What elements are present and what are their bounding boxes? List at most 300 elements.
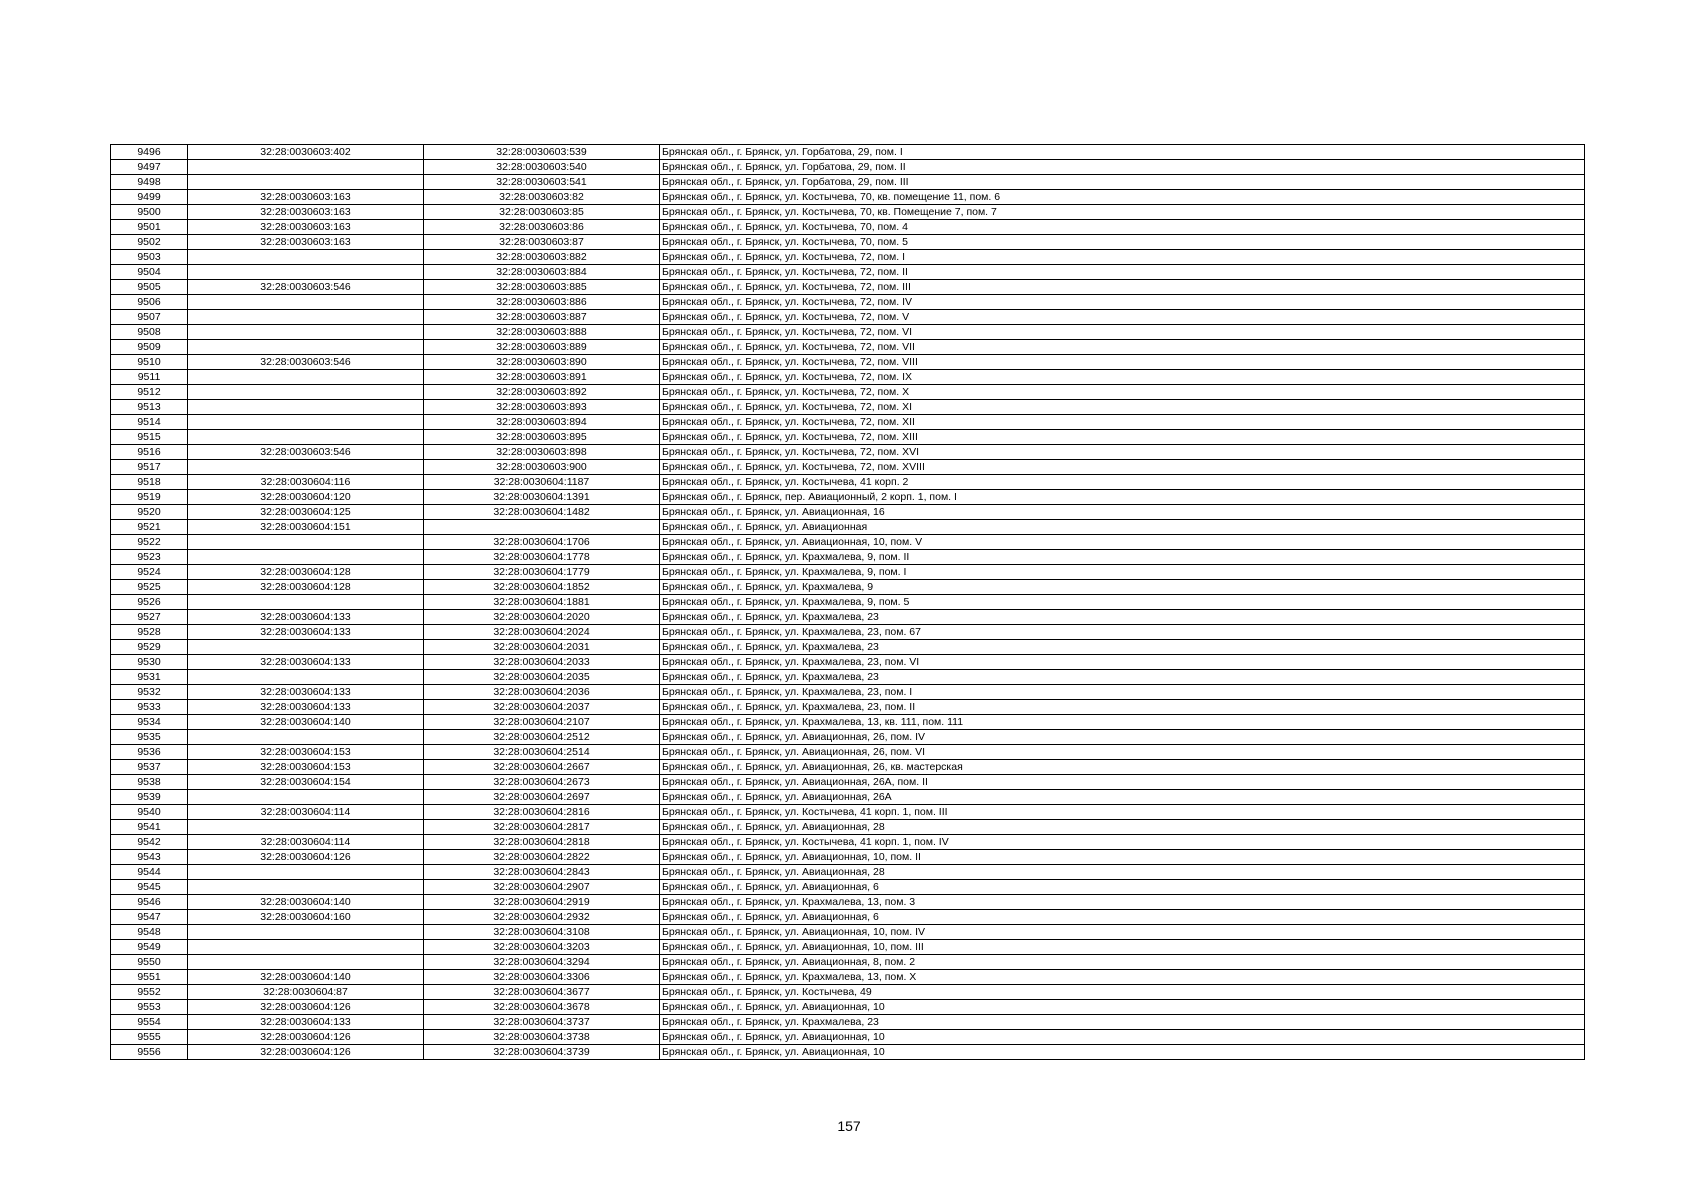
object-cadastral-number-cell: 32:28:0030604:2907 (424, 880, 660, 895)
object-cadastral-number-cell: 32:28:0030604:3739 (424, 1045, 660, 1060)
row-number-cell: 9526 (111, 595, 188, 610)
object-cadastral-number-cell: 32:28:0030603:885 (424, 280, 660, 295)
parcel-cadastral-number-cell: 32:28:0030604:133 (188, 685, 424, 700)
parcel-cadastral-number-cell (188, 325, 424, 340)
object-cadastral-number-cell: 32:28:0030604:2107 (424, 715, 660, 730)
address-cell: Брянская обл., г. Брянск, ул. Авиационная, 10, пом. III (660, 940, 1585, 955)
row-number-cell: 9544 (111, 865, 188, 880)
row-number-cell: 9512 (111, 385, 188, 400)
parcel-cadastral-number-cell: 32:28:0030603:402 (188, 145, 424, 160)
table-row (111, 280, 1585, 295)
address-cell: Брянская обл., г. Брянск, ул. Авиационная, 10 (660, 1000, 1585, 1015)
table-row (111, 415, 1585, 430)
object-cadastral-number-cell: 32:28:0030604:3677 (424, 985, 660, 1000)
table-row (111, 250, 1585, 265)
object-cadastral-number-cell: 32:28:0030604:2822 (424, 850, 660, 865)
parcel-cadastral-number-cell: 32:28:0030604:133 (188, 700, 424, 715)
parcel-cadastral-number-cell: 32:28:0030603:546 (188, 445, 424, 460)
object-cadastral-number-cell: 32:28:0030603:87 (424, 235, 660, 250)
table-row (111, 1015, 1585, 1030)
registry-table-body (111, 145, 1585, 1060)
table-row (111, 535, 1585, 550)
object-cadastral-number-cell: 32:28:0030603:889 (424, 340, 660, 355)
object-cadastral-number-cell: 32:28:0030604:3203 (424, 940, 660, 955)
address-cell: Брянская обл., г. Брянск, ул. Костычева, 72, пом. XVI (660, 445, 1585, 460)
address-cell: Брянская обл., г. Брянск, ул. Авиационная, 8, пом. 2 (660, 955, 1585, 970)
parcel-cadastral-number-cell: 32:28:0030604:125 (188, 505, 424, 520)
object-cadastral-number-cell: 32:28:0030604:2512 (424, 730, 660, 745)
address-cell: Брянская обл., г. Брянск, ул. Авиационная (660, 520, 1585, 535)
object-cadastral-number-cell: 32:28:0030603:884 (424, 265, 660, 280)
parcel-cadastral-number-cell: 32:28:0030604:133 (188, 625, 424, 640)
parcel-cadastral-number-cell (188, 955, 424, 970)
row-number-cell: 9519 (111, 490, 188, 505)
address-cell: Брянская обл., г. Брянск, ул. Крахмалева, 9, пом. I (660, 565, 1585, 580)
table-row (111, 820, 1585, 835)
object-cadastral-number-cell: 32:28:0030604:2818 (424, 835, 660, 850)
parcel-cadastral-number-cell (188, 385, 424, 400)
row-number-cell: 9508 (111, 325, 188, 340)
object-cadastral-number-cell: 32:28:0030604:2035 (424, 670, 660, 685)
parcel-cadastral-number-cell: 32:28:0030604:126 (188, 1000, 424, 1015)
parcel-cadastral-number-cell (188, 310, 424, 325)
row-number-cell: 9551 (111, 970, 188, 985)
address-cell: Брянская обл., г. Брянск, ул. Авиационная, 26А (660, 790, 1585, 805)
address-cell: Брянская обл., г. Брянск, ул. Костычева, 72, пом. XIII (660, 430, 1585, 445)
row-number-cell: 9525 (111, 580, 188, 595)
address-cell: Брянская обл., г. Брянск, ул. Костычева, 72, пом. XI (660, 400, 1585, 415)
parcel-cadastral-number-cell: 32:28:0030603:163 (188, 220, 424, 235)
object-cadastral-number-cell: 32:28:0030604:1391 (424, 490, 660, 505)
table-row (111, 580, 1585, 595)
row-number-cell: 9496 (111, 145, 188, 160)
table-row (111, 685, 1585, 700)
object-cadastral-number-cell: 32:28:0030604:1778 (424, 550, 660, 565)
table-row (111, 505, 1585, 520)
row-number-cell: 9553 (111, 1000, 188, 1015)
object-cadastral-number-cell: 32:28:0030604:2036 (424, 685, 660, 700)
address-cell: Брянская обл., г. Брянск, ул. Авиационная, 10, пом. IV (660, 925, 1585, 940)
row-number-cell: 9522 (111, 535, 188, 550)
address-cell: Брянская обл., г. Брянск, ул. Авиационная, 26, пом. IV (660, 730, 1585, 745)
object-cadastral-number-cell: 32:28:0030604:2033 (424, 655, 660, 670)
table-row (111, 625, 1585, 640)
parcel-cadastral-number-cell: 32:28:0030604:153 (188, 745, 424, 760)
row-number-cell: 9547 (111, 910, 188, 925)
address-cell: Брянская обл., г. Брянск, ул. Костычева, 72, пом. III (660, 280, 1585, 295)
object-cadastral-number-cell: 32:28:0030604:1881 (424, 595, 660, 610)
parcel-cadastral-number-cell: 32:28:0030604:153 (188, 760, 424, 775)
address-cell: Брянская обл., г. Брянск, ул. Костычева, 70, пом. 5 (660, 235, 1585, 250)
object-cadastral-number-cell: 32:28:0030603:898 (424, 445, 660, 460)
object-cadastral-number-cell: 32:28:0030604:2697 (424, 790, 660, 805)
row-number-cell: 9497 (111, 160, 188, 175)
table-row (111, 370, 1585, 385)
parcel-cadastral-number-cell: 32:28:0030603:546 (188, 355, 424, 370)
parcel-cadastral-number-cell: 32:28:0030604:140 (188, 970, 424, 985)
parcel-cadastral-number-cell: 32:28:0030604:128 (188, 565, 424, 580)
object-cadastral-number-cell: 32:28:0030603:86 (424, 220, 660, 235)
object-cadastral-number-cell: 32:28:0030604:2031 (424, 640, 660, 655)
table-row (111, 595, 1585, 610)
table-row (111, 1030, 1585, 1045)
object-cadastral-number-cell: 32:28:0030603:887 (424, 310, 660, 325)
object-cadastral-number-cell: 32:28:0030604:3306 (424, 970, 660, 985)
parcel-cadastral-number-cell: 32:28:0030604:154 (188, 775, 424, 790)
row-number-cell: 9506 (111, 295, 188, 310)
object-cadastral-number-cell: 32:28:0030603:82 (424, 190, 660, 205)
parcel-cadastral-number-cell: 32:28:0030604:133 (188, 655, 424, 670)
table-row (111, 265, 1585, 280)
row-number-cell: 9530 (111, 655, 188, 670)
row-number-cell: 9534 (111, 715, 188, 730)
row-number-cell: 9539 (111, 790, 188, 805)
table-row (111, 745, 1585, 760)
object-cadastral-number-cell: 32:28:0030604:2816 (424, 805, 660, 820)
object-cadastral-number-cell: 32:28:0030604:2919 (424, 895, 660, 910)
object-cadastral-number-cell: 32:28:0030604:2024 (424, 625, 660, 640)
object-cadastral-number-cell: 32:28:0030604:2667 (424, 760, 660, 775)
parcel-cadastral-number-cell: 32:28:0030604:126 (188, 850, 424, 865)
address-cell: Брянская обл., г. Брянск, ул. Горбатова, 29, пом. III (660, 175, 1585, 190)
table-row (111, 205, 1585, 220)
object-cadastral-number-cell: 32:28:0030604:3678 (424, 1000, 660, 1015)
table-row (111, 295, 1585, 310)
object-cadastral-number-cell: 32:28:0030603:540 (424, 160, 660, 175)
address-cell: Брянская обл., г. Брянск, ул. Авиационная, 26А, пом. II (660, 775, 1585, 790)
object-cadastral-number-cell: 32:28:0030604:2037 (424, 700, 660, 715)
parcel-cadastral-number-cell: 32:28:0030604:133 (188, 1015, 424, 1030)
row-number-cell: 9550 (111, 955, 188, 970)
parcel-cadastral-number-cell (188, 460, 424, 475)
parcel-cadastral-number-cell (188, 415, 424, 430)
table-row (111, 1045, 1585, 1060)
row-number-cell: 9538 (111, 775, 188, 790)
table-row (111, 310, 1585, 325)
address-cell: Брянская обл., г. Брянск, ул. Костычева, 72, пом. IV (660, 295, 1585, 310)
parcel-cadastral-number-cell: 32:28:0030604:116 (188, 475, 424, 490)
address-cell: Брянская обл., г. Брянск, ул. Крахмалева, 9, пом. 5 (660, 595, 1585, 610)
row-number-cell: 9531 (111, 670, 188, 685)
row-number-cell: 9542 (111, 835, 188, 850)
address-cell: Брянская обл., г. Брянск, ул. Крахмалева, 23 (660, 670, 1585, 685)
parcel-cadastral-number-cell: 32:28:0030604:126 (188, 1045, 424, 1060)
table-row (111, 670, 1585, 685)
address-cell: Брянская обл., г. Брянск, ул. Костычева, 72, пом. VIII (660, 355, 1585, 370)
table-row (111, 895, 1585, 910)
object-cadastral-number-cell: 32:28:0030603:888 (424, 325, 660, 340)
parcel-cadastral-number-cell: 32:28:0030603:546 (188, 280, 424, 295)
row-number-cell: 9524 (111, 565, 188, 580)
row-number-cell: 9528 (111, 625, 188, 640)
address-cell: Брянская обл., г. Брянск, ул. Авиационная, 6 (660, 880, 1585, 895)
row-number-cell: 9533 (111, 700, 188, 715)
table-row (111, 610, 1585, 625)
parcel-cadastral-number-cell (188, 865, 424, 880)
address-cell: Брянская обл., г. Брянск, ул. Горбатова, 29, пом. I (660, 145, 1585, 160)
address-cell: Брянская обл., г. Брянск, ул. Авиационная, 10, пом. II (660, 850, 1585, 865)
parcel-cadastral-number-cell (188, 295, 424, 310)
parcel-cadastral-number-cell (188, 925, 424, 940)
object-cadastral-number-cell: 32:28:0030604:2514 (424, 745, 660, 760)
row-number-cell: 9501 (111, 220, 188, 235)
address-cell: Брянская обл., г. Брянск, ул. Костычева, 72, пом. VI (660, 325, 1585, 340)
page-number: 157 (837, 1118, 861, 1134)
parcel-cadastral-number-cell: 32:28:0030604:140 (188, 715, 424, 730)
parcel-cadastral-number-cell (188, 550, 424, 565)
row-number-cell: 9500 (111, 205, 188, 220)
address-cell: Брянская обл., г. Брянск, ул. Крахмалева, 13, пом. 3 (660, 895, 1585, 910)
object-cadastral-number-cell (424, 520, 660, 535)
row-number-cell: 9535 (111, 730, 188, 745)
address-cell: Брянская обл., г. Брянск, ул. Крахмалева, 23, пом. 67 (660, 625, 1585, 640)
object-cadastral-number-cell: 32:28:0030604:1706 (424, 535, 660, 550)
row-number-cell: 9504 (111, 265, 188, 280)
table-row (111, 790, 1585, 805)
address-cell: Брянская обл., г. Брянск, ул. Крахмалева, 13, пом. X (660, 970, 1585, 985)
address-cell: Брянская обл., г. Брянск, ул. Костычева, 72, пом. I (660, 250, 1585, 265)
row-number-cell: 9517 (111, 460, 188, 475)
row-number-cell: 9520 (111, 505, 188, 520)
table-row (111, 385, 1585, 400)
row-number-cell: 9532 (111, 685, 188, 700)
row-number-cell: 9498 (111, 175, 188, 190)
table-row (111, 805, 1585, 820)
row-number-cell: 9523 (111, 550, 188, 565)
address-cell: Брянская обл., г. Брянск, ул. Крахмалева, 23, пом. I (660, 685, 1585, 700)
parcel-cadastral-number-cell: 32:28:0030604:140 (188, 895, 424, 910)
object-cadastral-number-cell: 32:28:0030603:892 (424, 385, 660, 400)
address-cell: Брянская обл., г. Брянск, ул. Авиационная, 28 (660, 865, 1585, 880)
table-row (111, 325, 1585, 340)
table-row (111, 490, 1585, 505)
table-row (111, 655, 1585, 670)
object-cadastral-number-cell: 32:28:0030604:1852 (424, 580, 660, 595)
table-row (111, 565, 1585, 580)
row-number-cell: 9529 (111, 640, 188, 655)
table-row (111, 850, 1585, 865)
parcel-cadastral-number-cell (188, 730, 424, 745)
object-cadastral-number-cell: 32:28:0030603:894 (424, 415, 660, 430)
address-cell: Брянская обл., г. Брянск, ул. Костычева, 70, кв. Помещение 7, пом. 7 (660, 205, 1585, 220)
parcel-cadastral-number-cell: 32:28:0030604:128 (188, 580, 424, 595)
address-cell: Брянская обл., г. Брянск, ул. Костычева, 72, пом. X (660, 385, 1585, 400)
parcel-cadastral-number-cell (188, 160, 424, 175)
address-cell: Брянская обл., г. Брянск, ул. Костычева, 41 корп. 1, пом. IV (660, 835, 1585, 850)
address-cell: Брянская обл., г. Брянск, ул. Костычева, 72, пом. XVIII (660, 460, 1585, 475)
table-row (111, 910, 1585, 925)
parcel-cadastral-number-cell: 32:28:0030604:114 (188, 835, 424, 850)
table-row (111, 235, 1585, 250)
parcel-cadastral-number-cell: 32:28:0030604:160 (188, 910, 424, 925)
parcel-cadastral-number-cell: 32:28:0030604:114 (188, 805, 424, 820)
address-cell: Брянская обл., г. Брянск, ул. Авиационная, 10 (660, 1045, 1585, 1060)
address-cell: Брянская обл., г. Брянск, ул. Костычева, 72, пом. V (660, 310, 1585, 325)
row-number-cell: 9507 (111, 310, 188, 325)
address-cell: Брянская обл., г. Брянск, пер. Авиационный, 2 корп. 1, пом. I (660, 490, 1585, 505)
parcel-cadastral-number-cell (188, 265, 424, 280)
address-cell: Брянская обл., г. Брянск, ул. Костычева, 72, пом. VII (660, 340, 1585, 355)
address-cell: Брянская обл., г. Брянск, ул. Крахмалева, 23 (660, 1015, 1585, 1030)
object-cadastral-number-cell: 32:28:0030604:1187 (424, 475, 660, 490)
table-row (111, 760, 1585, 775)
address-cell: Брянская обл., г. Брянск, ул. Костычева, 70, пом. 4 (660, 220, 1585, 235)
row-number-cell: 9511 (111, 370, 188, 385)
row-number-cell: 9518 (111, 475, 188, 490)
object-cadastral-number-cell: 32:28:0030603:541 (424, 175, 660, 190)
row-number-cell: 9509 (111, 340, 188, 355)
table-row (111, 430, 1585, 445)
row-number-cell: 9552 (111, 985, 188, 1000)
object-cadastral-number-cell: 32:28:0030604:2932 (424, 910, 660, 925)
parcel-cadastral-number-cell (188, 940, 424, 955)
object-cadastral-number-cell: 32:28:0030604:2843 (424, 865, 660, 880)
address-cell: Брянская обл., г. Брянск, ул. Крахмалева, 23 (660, 640, 1585, 655)
object-cadastral-number-cell: 32:28:0030604:3108 (424, 925, 660, 940)
address-cell: Брянская обл., г. Брянск, ул. Костычева, 72, пом. IX (660, 370, 1585, 385)
object-cadastral-number-cell: 32:28:0030603:891 (424, 370, 660, 385)
parcel-cadastral-number-cell (188, 820, 424, 835)
table-row (111, 730, 1585, 745)
row-number-cell: 9541 (111, 820, 188, 835)
address-cell: Брянская обл., г. Брянск, ул. Крахмалева, 9, пом. II (660, 550, 1585, 565)
table-row (111, 460, 1585, 475)
row-number-cell: 9546 (111, 895, 188, 910)
table-row (111, 880, 1585, 895)
object-cadastral-number-cell: 32:28:0030604:2673 (424, 775, 660, 790)
table-row (111, 160, 1585, 175)
table-row (111, 355, 1585, 370)
parcel-cadastral-number-cell (188, 370, 424, 385)
row-number-cell: 9516 (111, 445, 188, 460)
parcel-cadastral-number-cell: 32:28:0030604:126 (188, 1030, 424, 1045)
address-cell: Брянская обл., г. Брянск, ул. Костычева, 72, пом. XII (660, 415, 1585, 430)
parcel-cadastral-number-cell (188, 340, 424, 355)
address-cell: Брянская обл., г. Брянск, ул. Авиационная, 28 (660, 820, 1585, 835)
object-cadastral-number-cell: 32:28:0030603:85 (424, 205, 660, 220)
address-cell: Брянская обл., г. Брянск, ул. Крахмалева, 23 (660, 610, 1585, 625)
row-number-cell: 9503 (111, 250, 188, 265)
table-row (111, 190, 1585, 205)
table-row (111, 1000, 1585, 1015)
object-cadastral-number-cell: 32:28:0030603:886 (424, 295, 660, 310)
row-number-cell: 9556 (111, 1045, 188, 1060)
table-row (111, 925, 1585, 940)
row-number-cell: 9515 (111, 430, 188, 445)
table-row (111, 145, 1585, 160)
table-row (111, 940, 1585, 955)
row-number-cell: 9545 (111, 880, 188, 895)
row-number-cell: 9527 (111, 610, 188, 625)
row-number-cell: 9540 (111, 805, 188, 820)
table-row (111, 835, 1585, 850)
row-number-cell: 9549 (111, 940, 188, 955)
object-cadastral-number-cell: 32:28:0030604:2020 (424, 610, 660, 625)
row-number-cell: 9537 (111, 760, 188, 775)
address-cell: Брянская обл., г. Брянск, ул. Авиационная, 26, кв. мастерская (660, 760, 1585, 775)
object-cadastral-number-cell: 32:28:0030604:1779 (424, 565, 660, 580)
parcel-cadastral-number-cell (188, 880, 424, 895)
object-cadastral-number-cell: 32:28:0030603:890 (424, 355, 660, 370)
address-cell: Брянская обл., г. Брянск, ул. Авиационная, 26, пом. VI (660, 745, 1585, 760)
address-cell: Брянская обл., г. Брянск, ул. Авиационная, 10, пом. V (660, 535, 1585, 550)
row-number-cell: 9505 (111, 280, 188, 295)
table-row (111, 400, 1585, 415)
address-cell: Брянская обл., г. Брянск, ул. Костычева, 41 корп. 2 (660, 475, 1585, 490)
registry-table (110, 144, 1585, 1060)
parcel-cadastral-number-cell: 32:28:0030603:163 (188, 205, 424, 220)
table-row (111, 550, 1585, 565)
table-row (111, 865, 1585, 880)
row-number-cell: 9510 (111, 355, 188, 370)
parcel-cadastral-number-cell: 32:28:0030604:133 (188, 610, 424, 625)
parcel-cadastral-number-cell: 32:28:0030604:151 (188, 520, 424, 535)
row-number-cell: 9555 (111, 1030, 188, 1045)
table-row (111, 520, 1585, 535)
table-row (111, 475, 1585, 490)
parcel-cadastral-number-cell (188, 430, 424, 445)
object-cadastral-number-cell: 32:28:0030604:3738 (424, 1030, 660, 1045)
address-cell: Брянская обл., г. Брянск, ул. Костычева, 72, пом. II (660, 265, 1585, 280)
address-cell: Брянская обл., г. Брянск, ул. Костычева, 49 (660, 985, 1585, 1000)
parcel-cadastral-number-cell (188, 595, 424, 610)
object-cadastral-number-cell: 32:28:0030603:895 (424, 430, 660, 445)
table-row (111, 640, 1585, 655)
row-number-cell: 9513 (111, 400, 188, 415)
table-row (111, 985, 1585, 1000)
parcel-cadastral-number-cell: 32:28:0030604:120 (188, 490, 424, 505)
parcel-cadastral-number-cell (188, 640, 424, 655)
object-cadastral-number-cell: 32:28:0030603:900 (424, 460, 660, 475)
table-row (111, 775, 1585, 790)
parcel-cadastral-number-cell: 32:28:0030603:163 (188, 235, 424, 250)
object-cadastral-number-cell: 32:28:0030604:1482 (424, 505, 660, 520)
address-cell: Брянская обл., г. Брянск, ул. Костычева, 70, кв. помещение 11, пом. 6 (660, 190, 1585, 205)
row-number-cell: 9548 (111, 925, 188, 940)
row-number-cell: 9514 (111, 415, 188, 430)
parcel-cadastral-number-cell (188, 670, 424, 685)
table-row (111, 445, 1585, 460)
parcel-cadastral-number-cell (188, 535, 424, 550)
parcel-cadastral-number-cell (188, 400, 424, 415)
table-row (111, 220, 1585, 235)
parcel-cadastral-number-cell (188, 175, 424, 190)
table-row (111, 175, 1585, 190)
parcel-cadastral-number-cell (188, 790, 424, 805)
table-row (111, 955, 1585, 970)
table-row (111, 700, 1585, 715)
address-cell: Брянская обл., г. Брянск, ул. Крахмалева, 23, пом. II (660, 700, 1585, 715)
table-row (111, 715, 1585, 730)
object-cadastral-number-cell: 32:28:0030604:3294 (424, 955, 660, 970)
address-cell: Брянская обл., г. Брянск, ул. Горбатова, 29, пом. II (660, 160, 1585, 175)
object-cadastral-number-cell: 32:28:0030604:3737 (424, 1015, 660, 1030)
table-row (111, 970, 1585, 985)
row-number-cell: 9521 (111, 520, 188, 535)
table-row (111, 340, 1585, 355)
address-cell: Брянская обл., г. Брянск, ул. Крахмалева, 23, пом. VI (660, 655, 1585, 670)
row-number-cell: 9499 (111, 190, 188, 205)
object-cadastral-number-cell: 32:28:0030603:539 (424, 145, 660, 160)
row-number-cell: 9543 (111, 850, 188, 865)
address-cell: Брянская обл., г. Брянск, ул. Крахмалева, 9 (660, 580, 1585, 595)
address-cell: Брянская обл., г. Брянск, ул. Костычева, 41 корп. 1, пом. III (660, 805, 1585, 820)
object-cadastral-number-cell: 32:28:0030603:882 (424, 250, 660, 265)
parcel-cadastral-number-cell (188, 250, 424, 265)
row-number-cell: 9554 (111, 1015, 188, 1030)
object-cadastral-number-cell: 32:28:0030603:893 (424, 400, 660, 415)
row-number-cell: 9536 (111, 745, 188, 760)
